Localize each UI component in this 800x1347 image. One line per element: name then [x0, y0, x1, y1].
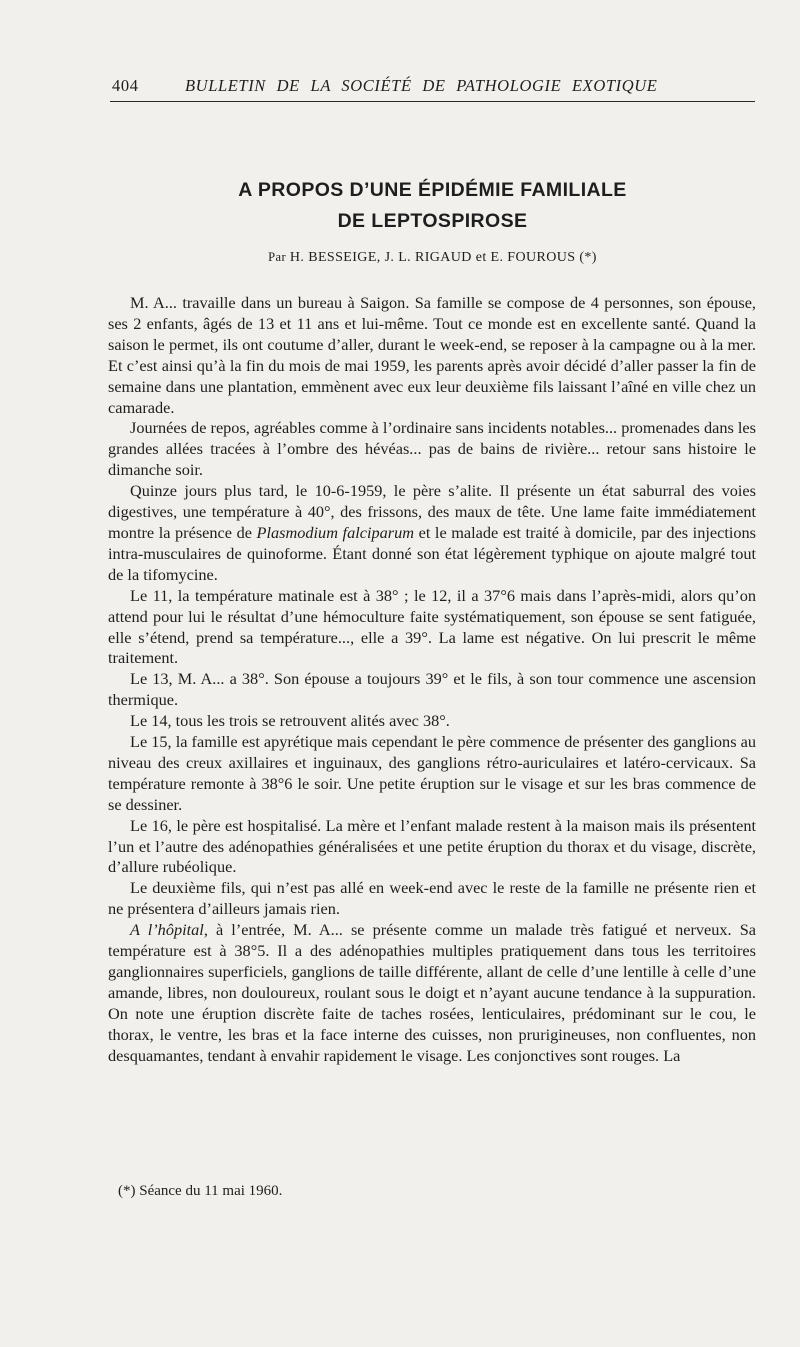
paragraph — [108, 481, 756, 586]
paragraph — [108, 878, 756, 920]
paragraph-text: Le 13, M. A... a 38°. Son épouse a toujours 39° et le fils, à son tour commence une ascension thermique. — [108, 669, 756, 710]
paragraph-text: Le deuxième fils, qui n’est pas allé en week-end avec le reste de la famille ne présente rien et ne présentera d’ailleurs jamais rien. — [108, 878, 756, 919]
paragraph-text: et le malade est traité à domicile, par des injections intra-musculaires de quinoforme. Étant donné son état légèrement typhique on ajoute malgré tout de la tifomycine. — [108, 522, 756, 584]
article-title-line-2: DE LEPTOSPIROSE — [337, 210, 528, 232]
author-line — [110, 250, 755, 266]
paragraph — [108, 586, 756, 670]
paragraph-text: , à l’entrée, M. A... se présente comme un malade très fatigué et nerveux. Sa température est à 38°5. Il a des adénopathies multiples pratiquement dans tous les territoires ganglionnaires superficiels, ganglions de taille différente, allant de celle d’une lentille à celle d’une amande, libres, non douloureux, roulant sous le doigt et n’ayant aucune tendance à la suppuration. On note une éruption discrète faite de taches rosées, lenticulaires, prédominant sur le cou, le thorax, le ventre, les bras et la face interne des cuisses, non prurigineuses, non confluentes, non desquamantes, tendant à envahir rapidement le visage. Les conjonctives sont rouges. La — [108, 920, 756, 1065]
paragraph-text: Quinze jours plus tard, le 10-6-1959, le père s’alite. Il présente un état saburral des voies digestives, une température à 40°, des frissons, des maux de tête. Une lame faite immédiatement montre la présence de — [108, 481, 756, 542]
paragraph — [108, 920, 756, 1066]
article-title — [110, 175, 755, 237]
paragraph — [108, 816, 756, 879]
italic-text: A l’hôpital — [130, 920, 204, 940]
page-number: 404 — [112, 76, 139, 95]
paragraph — [108, 711, 756, 732]
paragraph-text: Le 16, le père est hospitalisé. La mère et l’enfant malade restent à la maison mais ils présentent l’un et l’autre des adénopathies généralisées et une petite éruption du thorax et du visage, discrète, d’allure rubéolique. — [108, 815, 756, 877]
paragraph — [108, 293, 756, 418]
paragraph — [108, 418, 756, 481]
paragraph — [108, 732, 756, 816]
paragraph-text: Le 11, la température matinale est à 38° ; le 12, il a 37°6 mais dans l’après-midi, alors qu’on attend pour lui le résultat d’une hémoculture faite systématiquement, son épouse se sent fatiguée, elle s’étend, prend sa température..., elle a 39°. La lame est négative. On lui prescrit le même traitement. — [108, 585, 756, 668]
article-title-line-1: A PROPOS D’UNE ÉPIDÉMIE FAMILIALE — [238, 179, 627, 201]
footnote: (*) Séance du 11 mai 1960. — [118, 1183, 283, 1199]
journal-title: BULLETIN DE LA SOCIÉTÉ DE PATHOLOGIE EXOTIQUE — [185, 76, 658, 95]
paragraph-text: Journées de repos, agréables comme à l’ordinaire sans incidents notables... promenades dans les grandes allées tracées à l’ombre des hévéas... pas de bains de rivière... retour sans histoire le dimanche soir. — [108, 418, 756, 480]
paragraph — [108, 669, 756, 711]
paragraph-text: Le 15, la famille est apyrétique mais cependant le père commence de présenter des ganglions au niveau des creux axillaires et inguinaux, des ganglions rétro-auriculaires et latéro-cervicaux. Sa température remonte à 38°6 le soir. Une petite éruption sur le visage et sur les bras commence de se dessiner. — [108, 732, 756, 814]
paragraph-text: Le 14, tous les trois se retrouvent alités avec 38°. — [130, 711, 450, 731]
article-body — [108, 293, 756, 1067]
italic-text: Plasmodium falciparum — [256, 522, 414, 542]
paragraph-text: M. A... travaille dans un bureau à Saigon. Sa famille se compose de 4 personnes, son épouse, ses 2 enfants, âgés de 13 et 11 ans et lui-même. Tout ce monde est en excellente santé. Quand la saison le permet, ils ont coutume d’aller, durant le week-end, se reposer à la campagne ou à la mer. Et c’est ainsi qu’à la fin du mois de mai 1959, les parents après avoir décidé d’aller passer la fin de semaine dans une plantation, emmènent avec eux leur deuxième fils laissant l’aîné en ville chez un camarade. — [108, 293, 756, 417]
author-prefix: Par — [268, 250, 287, 264]
author-names: H. BESSEIGE, J. L. RIGAUD et E. FOUROUS (*) — [289, 250, 597, 265]
header-rule — [110, 101, 755, 102]
